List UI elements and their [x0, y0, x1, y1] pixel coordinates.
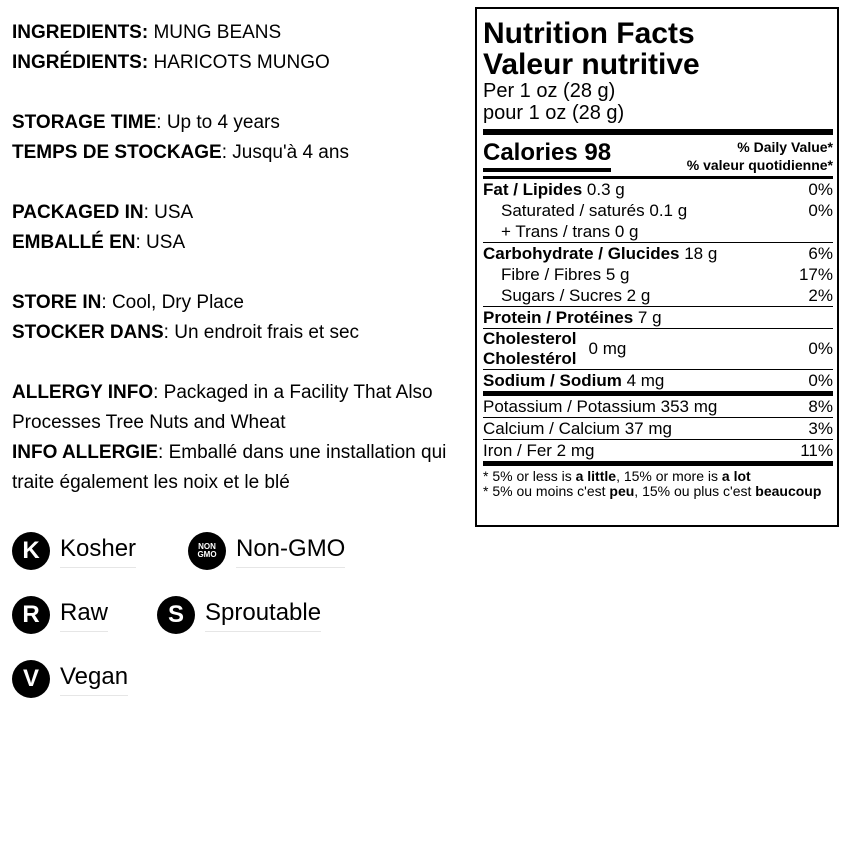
sodium-dv: 0% [808, 371, 833, 390]
packaged-en [12, 198, 467, 228]
footnote-en-c: , 15% or more is [616, 468, 722, 484]
footnote-fr-a: * 5% ou moins c'est [483, 483, 610, 499]
kosher-icon: K [12, 532, 50, 570]
iron-dv: 11% [800, 441, 833, 460]
calories-row [483, 138, 833, 174]
fibre-label: Fibre / Fibres 5 g [501, 265, 630, 284]
ingredients-en [12, 18, 467, 48]
footnote-en-d: a lot [721, 468, 751, 484]
badge-non-gmo [188, 532, 345, 570]
sugars-label: Sugars / Sucres 2 g [501, 286, 651, 305]
calcium-dv: 3% [808, 419, 833, 438]
store-fr [12, 318, 467, 348]
dv-en: % Daily Value* [737, 139, 833, 155]
footnote-fr-c: , 15% ou plus c'est [634, 483, 756, 499]
storage-en [12, 108, 467, 138]
vegan-icon: V [12, 660, 50, 698]
carb-row [483, 243, 833, 264]
ingredients-fr [12, 48, 467, 78]
cholesterol-row [483, 329, 833, 369]
footnote-en-a: * 5% or less is [483, 468, 576, 484]
fat-row [483, 179, 833, 200]
potassium-label: Potassium / Potassium 353 mg [483, 397, 718, 416]
trans-label: + Trans / trans 0 g [501, 222, 639, 241]
trans-row [483, 221, 833, 242]
iron-label: Iron / Fer 2 mg [483, 441, 595, 460]
cholesterol-fr: Cholestérol [483, 349, 577, 368]
ingredients-en-label: INGREDIENTS: [12, 22, 149, 43]
non-gmo-icon-bottom: GMO [197, 550, 217, 559]
badge-raw [12, 596, 108, 634]
nutrition-title-fr: Valeur nutritive [483, 48, 700, 81]
packaged-en-label: PACKAGED IN [12, 202, 144, 223]
sodium-label: Sodium / Sodium [483, 371, 622, 390]
packaged-en-value: : USA [143, 202, 194, 223]
badge-sproutable [157, 596, 321, 634]
packaged-fr-label: EMBALLÉ EN [12, 232, 136, 253]
badge-kosher [12, 532, 136, 570]
sugars-row [483, 285, 833, 306]
storage-en-label: STORAGE TIME [12, 112, 157, 133]
non-gmo-label: Non-GMO [236, 535, 345, 568]
calcium-label: Calcium / Calcium 37 mg [483, 419, 672, 438]
nutrition-title-en: Nutrition Facts [483, 17, 695, 50]
footnote-fr [483, 484, 833, 499]
ingredients-en-value: MUNG BEANS [148, 22, 282, 43]
calories: Calories 98 [483, 138, 611, 172]
raw-label: Raw [60, 599, 108, 632]
potassium-dv: 8% [808, 397, 833, 416]
cholesterol-amount: 0 mg [588, 339, 627, 358]
protein-amount: 7 g [633, 308, 662, 327]
fibre-row [483, 264, 833, 285]
serving-en: Per 1 oz (28 g) [483, 80, 616, 102]
sproutable-label: Sproutable [205, 599, 321, 632]
store-fr-label: STOCKER DANS [12, 322, 164, 343]
non-gmo-icon [188, 532, 226, 570]
store-en [12, 288, 467, 318]
nutrition-facts-panel [475, 7, 839, 527]
storage-fr-value: : Jusqu'à 4 ans [221, 142, 349, 163]
carb-dv: 6% [808, 244, 833, 263]
ingredients-fr-value: HARICOTS MUNGO [148, 52, 330, 73]
allergy-fr-label: INFO ALLERGIE [12, 442, 159, 463]
storage-fr [12, 138, 467, 168]
protein-row [483, 307, 833, 328]
footnote-fr-d: beaucoup [755, 483, 822, 499]
sodium-amount: 4 mg [621, 371, 665, 390]
calcium-row [483, 418, 833, 439]
allergy-en-label: ALLERGY INFO [12, 382, 154, 403]
serving-fr: pour 1 oz (28 g) [483, 102, 625, 124]
footnote-en-b: a little [575, 468, 617, 484]
allergy-en-value: : Packaged in a Facility That Also Processes Tree Nuts and Wheat [12, 382, 433, 433]
saturated-dv: 0% [808, 201, 833, 220]
allergy-en [12, 378, 467, 438]
vegan-label: Vegan [60, 663, 128, 696]
allergy-fr-value: : Emballé dans une installation qui traite également les noix et le blé [12, 442, 447, 493]
saturated-label: Saturated / saturés 0.1 g [501, 201, 688, 220]
sodium-row [483, 370, 833, 391]
store-en-label: STORE IN [12, 292, 102, 313]
raw-icon: R [12, 596, 50, 634]
store-en-value: : Cool, Dry Place [101, 292, 244, 313]
storage-en-value: : Up to 4 years [156, 112, 280, 133]
potassium-row [483, 396, 833, 417]
packaged-fr [12, 228, 467, 258]
fat-label: Fat / Lipides [483, 180, 583, 199]
sugars-dv: 2% [808, 286, 833, 305]
carb-amount: 18 g [679, 244, 718, 263]
cholesterol-dv: 0% [808, 339, 833, 358]
saturated-row [483, 200, 833, 221]
kosher-label: Kosher [60, 535, 136, 568]
daily-value-header [687, 138, 833, 174]
protein-label: Protein / Protéines [483, 308, 634, 327]
fibre-dv: 17% [798, 265, 833, 284]
footnote [483, 469, 833, 499]
cholesterol-en: Cholesterol [483, 329, 577, 348]
dv-fr: % valeur quotidienne* [686, 157, 833, 173]
packaged-fr-value: : USA [135, 232, 186, 253]
storage-fr-label: TEMPS DE STOCKAGE [12, 142, 222, 163]
allergy-fr [12, 438, 467, 498]
fat-amount: 0.3 g [582, 180, 625, 199]
fat-dv: 0% [808, 180, 833, 199]
iron-row [483, 440, 833, 461]
badge-vegan [12, 660, 128, 698]
store-fr-value: : Un endroit frais et sec [163, 322, 360, 343]
non-gmo-icon-top: NON [198, 542, 216, 551]
footnote-en [483, 469, 833, 484]
carb-label: Carbohydrate / Glucides [483, 244, 680, 263]
ingredients-fr-label: INGRÉDIENTS: [12, 52, 149, 73]
product-info [12, 18, 467, 498]
sproutable-icon: S [157, 596, 195, 634]
footnote-fr-b: peu [609, 483, 635, 499]
